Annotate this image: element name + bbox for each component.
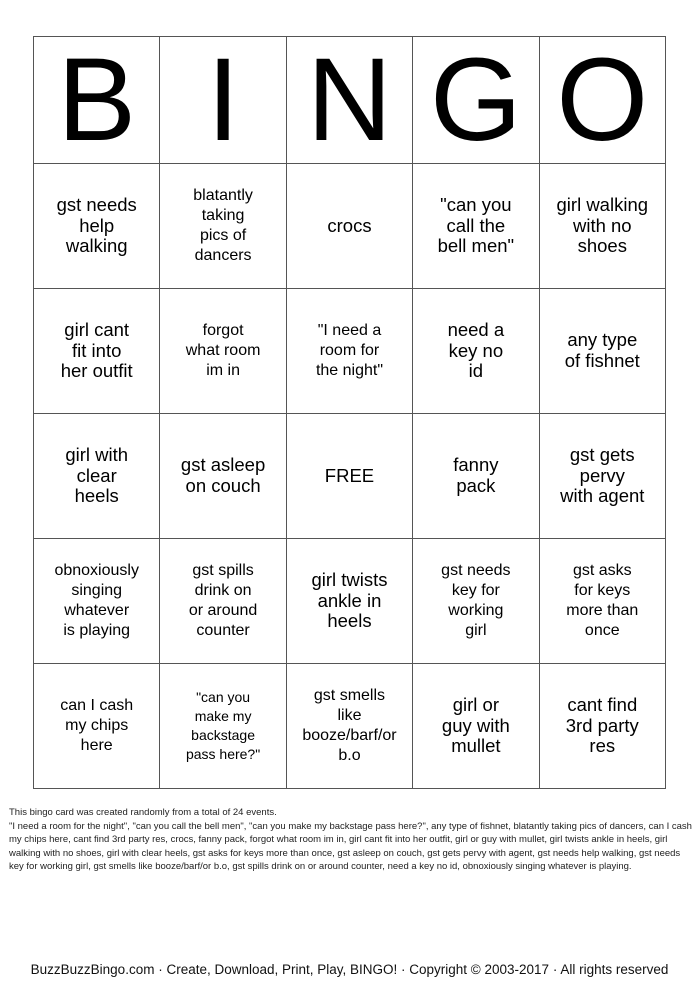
bingo-cell[interactable] [539, 289, 665, 414]
bingo-cell-line: room for [319, 342, 380, 359]
bingo-cell[interactable] [160, 664, 286, 789]
bingo-row [34, 539, 666, 664]
bingo-cell-line: pics of [199, 227, 247, 244]
bingo-row [34, 414, 666, 539]
bingo-cell-line: girl [465, 622, 487, 639]
bingo-cell-line: girl walking [556, 193, 649, 215]
bingo-cell-text [166, 561, 279, 641]
bingo-cell-line: gst needs [441, 562, 511, 579]
bingo-cell-line: counter [196, 622, 250, 639]
bingo-cell[interactable] [413, 664, 539, 789]
bingo-cell[interactable] [160, 164, 286, 289]
bingo-cell-text [293, 216, 406, 237]
bingo-row [34, 664, 666, 789]
bingo-cell-line: more than [566, 602, 639, 619]
bingo-cell[interactable] [34, 414, 160, 539]
bingo-cell-line: any type [567, 329, 638, 351]
bingo-cell-text [419, 561, 532, 641]
bingo-cell-line: mullet [451, 735, 501, 757]
bingo-cell-line: make my [194, 708, 252, 725]
bingo-cell-line: heels [74, 485, 119, 507]
bingo-cell-line: need a [447, 318, 505, 340]
bingo-cell[interactable] [286, 164, 412, 289]
bingo-cell-line: gst asleep [180, 454, 266, 476]
bingo-cell-line: key no [448, 339, 504, 361]
bingo-cell-line: singing [71, 582, 123, 599]
bingo-cell-line: fit into [72, 339, 122, 361]
bingo-cell-text [293, 466, 406, 487]
bingo-cell[interactable] [286, 664, 412, 789]
bingo-cell-line: im in [206, 362, 240, 379]
bingo-cell-text [166, 688, 279, 764]
bingo-cell-line: gst smells [313, 687, 386, 704]
description-events-list: "I need a room for the night", "can you call the bell men", "can you make my backstage pass here?", any type of fishnet, blatantly taking pics of dancers, can I cash my chips here, cant find 3rd party res, crocs, fanny pack, forgot what room im in, girl cant fit into her outfit, girl or guy with mullet, girl twists ankle in heels, girl walking with no shoes, girl with clear heels, gst asks for keys more than once, gst asleep on couch, gst gets pervy with agent, gst needs help walking, gst needs key for working girl, gst smells like booze/barf/or b.o, gst spills drink on or around counter, need a key no id, obnoxiously singing whatever is playing. [9, 820, 692, 872]
bingo-cell[interactable] [160, 289, 286, 414]
bingo-cell-line: walking [65, 235, 128, 257]
header-letter-g: G [413, 37, 539, 164]
bingo-cell-line: on couch [185, 475, 261, 496]
bingo-cell-line: heels [327, 610, 372, 632]
bingo-cell-line: fanny [453, 454, 499, 476]
bingo-cell-line: whatever [64, 602, 130, 619]
header-letter-o: O [539, 37, 665, 164]
bingo-cell-line: here [80, 737, 113, 754]
bingo-cell-line: FREE [324, 464, 375, 486]
header-letter-n: N [286, 37, 412, 164]
bingo-cell[interactable] [34, 289, 160, 414]
bingo-cell-line: like [337, 707, 362, 724]
bingo-grid [34, 34, 666, 789]
bingo-cell-line: girl with [65, 443, 129, 465]
bingo-cell-line: res [589, 735, 616, 757]
bingo-cell-line: working [448, 602, 504, 619]
bingo-cell-text [40, 195, 153, 257]
bingo-header-row [34, 37, 666, 164]
bingo-cell-line: b.o [338, 747, 361, 764]
bingo-cell-line: 3rd party [565, 714, 639, 736]
bingo-cell-line: forgot [202, 322, 244, 339]
bingo-cell-line: id [468, 360, 484, 382]
bingo-cell[interactable] [413, 289, 539, 414]
bingo-cell[interactable] [413, 164, 539, 289]
bingo-cell-text [419, 455, 532, 496]
bingo-cell-line: her outfit [60, 360, 133, 382]
bingo-row [34, 289, 666, 414]
bingo-cell-line: "I need a [317, 322, 382, 339]
bingo-cell-line: obnoxiously [54, 562, 139, 579]
bingo-cell-text [546, 330, 659, 371]
bingo-cell-text [293, 686, 406, 766]
bingo-cell-line: what room [185, 342, 261, 359]
bingo-cell-text [419, 320, 532, 382]
bingo-cell-text [166, 186, 279, 266]
bingo-cell[interactable] [34, 164, 160, 289]
bingo-cell[interactable] [286, 289, 412, 414]
bingo-cell[interactable] [160, 414, 286, 539]
bingo-cell-text [40, 696, 153, 756]
bingo-cell[interactable] [539, 414, 665, 539]
bingo-cell-line: pass here?" [185, 745, 261, 762]
bingo-cell-text [293, 321, 406, 381]
bingo-cell-line: my chips [65, 717, 129, 734]
bingo-cell[interactable] [539, 664, 665, 789]
header-letter-i: I [160, 37, 286, 164]
bingo-cell-line: guy with [441, 714, 510, 736]
bingo-cell-line: of fishnet [564, 350, 640, 371]
bingo-cell-line: taking [201, 207, 245, 224]
bingo-cell-line: cant find [567, 693, 638, 715]
bingo-cell-line: key for [451, 582, 500, 599]
bingo-card [33, 36, 666, 789]
bingo-cell-text [166, 321, 279, 381]
bingo-cell-text [546, 195, 659, 257]
bingo-cell-line: gst needs [56, 193, 137, 215]
bingo-cell-line: blatantly [193, 187, 253, 204]
bingo-cell-line: "can you [440, 193, 512, 215]
bingo-cell-text [419, 695, 532, 757]
bingo-cell-free[interactable] [286, 414, 412, 539]
bingo-cell-line: shoes [577, 235, 627, 257]
bingo-cell-text [166, 455, 279, 496]
bingo-row [34, 164, 666, 289]
bingo-cell-text [40, 561, 153, 641]
bingo-cell-line: crocs [327, 214, 372, 236]
bingo-cell-text [546, 561, 659, 641]
bingo-cell-line: help [79, 214, 115, 236]
bingo-cell-line: clear [76, 464, 117, 486]
bingo-cell[interactable] [34, 664, 160, 789]
bingo-cell-line: for keys [574, 582, 631, 599]
bingo-cell[interactable] [34, 539, 160, 664]
bingo-cell-line: pack [456, 475, 496, 496]
bingo-cell-line: "can you [196, 689, 251, 706]
bingo-cell-line: booze/barf/or [302, 727, 397, 744]
bingo-cell-line: pervy [579, 464, 625, 486]
bingo-cell[interactable] [160, 539, 286, 664]
bingo-cell-line: girl twists [311, 568, 388, 590]
bingo-cell-line: or around [188, 602, 258, 619]
bingo-cell-line: ankle in [317, 589, 382, 611]
bingo-cell-line: gst gets [569, 443, 635, 465]
bingo-cell-text [546, 445, 659, 507]
bingo-cell-line: is playing [63, 622, 131, 639]
bingo-cell-text [293, 570, 406, 632]
bingo-cell-line: drink on [194, 582, 252, 599]
bingo-cell-line: with no [572, 214, 632, 236]
bingo-cell-line: the night" [315, 362, 383, 379]
bingo-cell[interactable] [413, 414, 539, 539]
bingo-cell-line: bell men" [437, 235, 515, 257]
bingo-cell-text [546, 695, 659, 757]
bingo-cell-line: girl cant [64, 318, 130, 340]
description-intro: This bingo card was created randomly from a total of 24 events. [9, 807, 277, 818]
bingo-cell-text [40, 320, 153, 382]
bingo-cell-line: once [584, 622, 620, 639]
bingo-cell[interactable] [539, 539, 665, 664]
card-description [9, 806, 693, 874]
bingo-cell[interactable] [413, 539, 539, 664]
header-letter-b: B [34, 37, 160, 164]
bingo-cell-line: backstage [191, 727, 255, 743]
bingo-cell-line: call the [446, 214, 506, 236]
bingo-cell-line: with agent [560, 485, 645, 507]
bingo-cell-line: can I cash [60, 697, 134, 714]
footer-copyright: BuzzBuzzBingo.com · Create, Download, Print, Play, BINGO! · Copyright © 2003-2017 · All rights reserved [30, 962, 669, 977]
bingo-cell-line: dancers [194, 247, 252, 264]
bingo-cell-line: gst asks [572, 562, 632, 579]
bingo-cell[interactable] [286, 539, 412, 664]
bingo-cell-line: gst spills [192, 562, 254, 579]
bingo-cell-text [40, 445, 153, 507]
bingo-cell-line: girl or [452, 693, 499, 715]
bingo-cell[interactable] [539, 164, 665, 289]
bingo-cell-text [419, 195, 532, 257]
